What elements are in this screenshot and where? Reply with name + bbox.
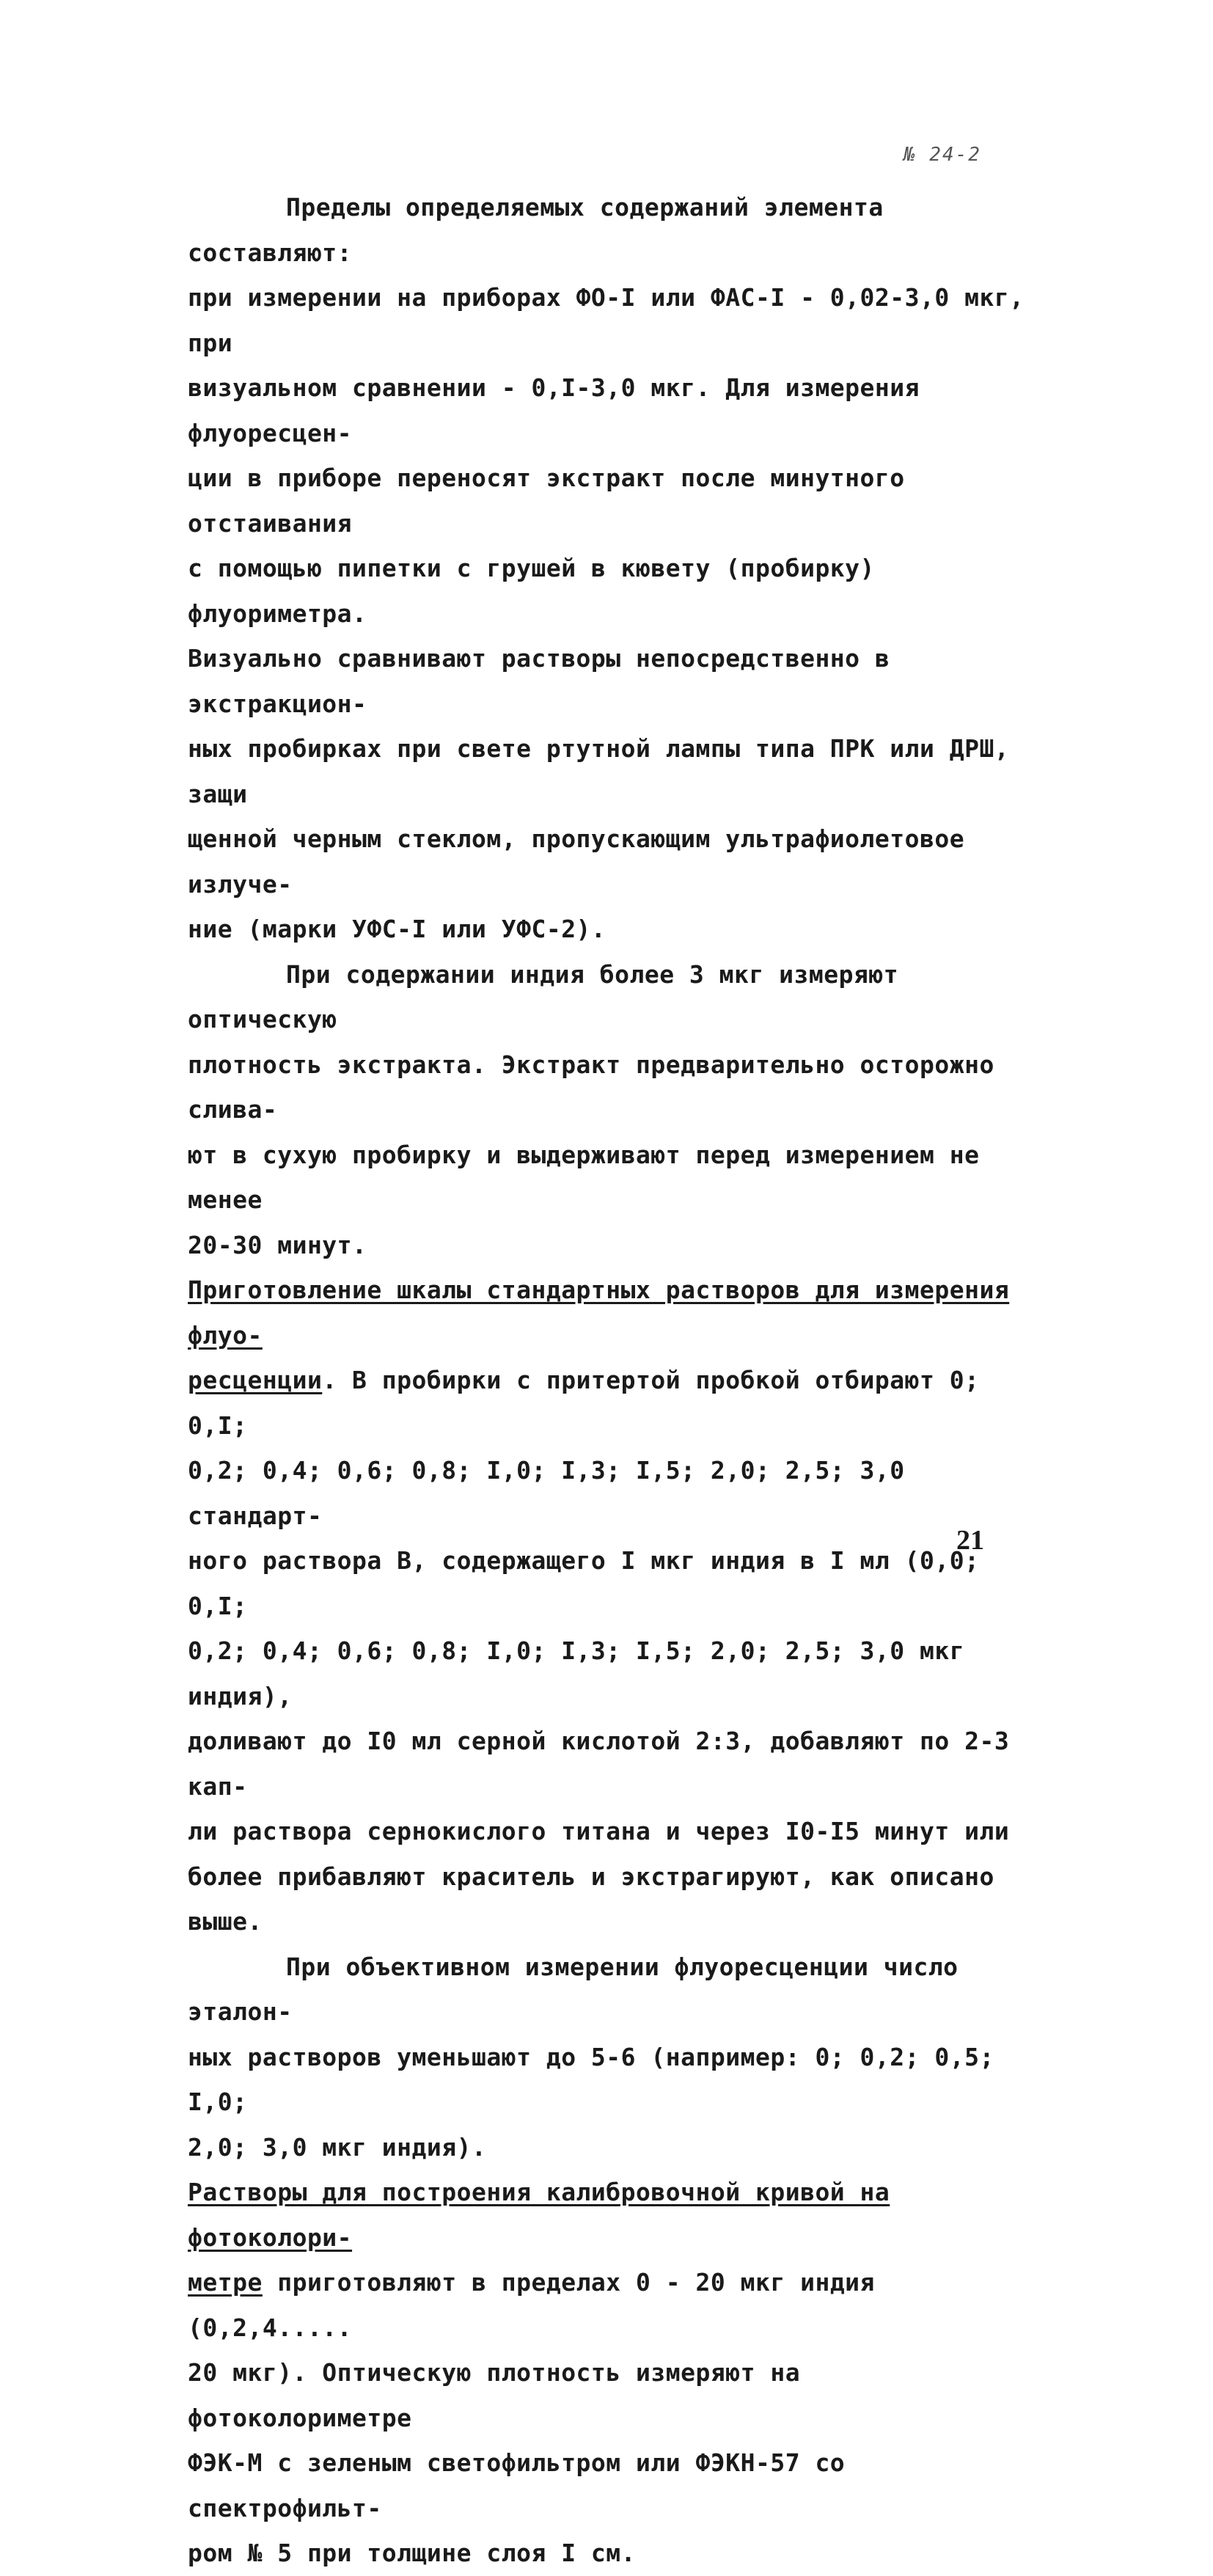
paragraph-optical-density: При содержании индия более 3 мкг измеряют оптическую плотность экстракта. Экстракт предварительно осторожно сливa- ют в сухую пробирку и выдерживают перед измерением не менее 20-30 минут.	[188, 959, 994, 1259]
paragraph-calibration-curve	[188, 2170, 1038, 2576]
paragraph-detection-limits: Пределы определяемых содержаний элемента составляют: при измерении на приборах ФО-I или ФАС-I - 0,02-3,0 мкг, при визуальном сравнении - 0,I-3,0 мкг. Для измерения флуоресцен- ции в приборе переносят экстракт после минутного отстаивания с помощью пипетки с грушей в кювету (пробирку) флуориметра. Визуально сравнивают растворы непосредственно в экстракцион- ных пробирках при свете ртутной лампы типа ПРК или ДРШ, защи щенной черным стеклом, пропускающим ультрафиолетовое излуче- ние (марки УФС-I или УФС-2).	[188, 193, 1025, 943]
calibration-text-start: приготовляют в пределах 0 - 20 мкг индия (0,2,4.....	[188, 2268, 875, 2342]
calibration-text: 20 мкг). Оптическую плотность измеряют на фотоколориметре ФЭК-М с зеленым светофильтром или ФЭКН-57 со спектрофильт- ром № 5 при толщине слоя I см.	[188, 2358, 846, 2567]
paragraph-objective-measurement: При объективном измерении флуоресценции число эталон- ных растворов уменьшают до 5-6 (например: 0; 0,2; 0,5; I,0; 2,0; 3,0 мкг индия).	[188, 1952, 994, 2162]
body-text	[188, 185, 1038, 2576]
section-heading-fluorescence-scale-line1: Приготовление шкалы стандартных растворов для измерения флуо-	[188, 1276, 1010, 1350]
section-heading-fluorescence-scale-line2: ресценции	[188, 1366, 323, 1394]
page-number: 21	[956, 1525, 984, 1556]
section-heading-calibration-line1: Растворы для построения калибровочной кривой на фотоколори-	[188, 2178, 890, 2252]
section-heading-calibration-line2: метре	[188, 2268, 263, 2297]
document-number: № 24-2	[904, 144, 981, 166]
paragraph-fluorescence-scale	[188, 1267, 1038, 1944]
fluorescence-scale-text: 0,2; 0,4; 0,6; 0,8; I,0; I,3; I,5; 2,0; 2,5; 3,0 стандарт- ного раствора В, содержащего I мкг индия в I мл (0,0; 0,I; 0,2; 0,4; 0,6; 0,8; I,0; I,3; I,5; 2,0; 2,5; 3,0 мкг индия), доливают до I0 мл серной кислотой 2:3, добавляют по 2-3 кап- ли раствора сернокислого титана и через I0-I5 минут или более прибавляют краситель и экстрагируют, как описано выше.	[188, 1456, 1010, 1936]
fluorescence-scale-text-start: . В пробирки с притертой пробкой отбирают 0; 0,I;	[188, 1366, 980, 1440]
